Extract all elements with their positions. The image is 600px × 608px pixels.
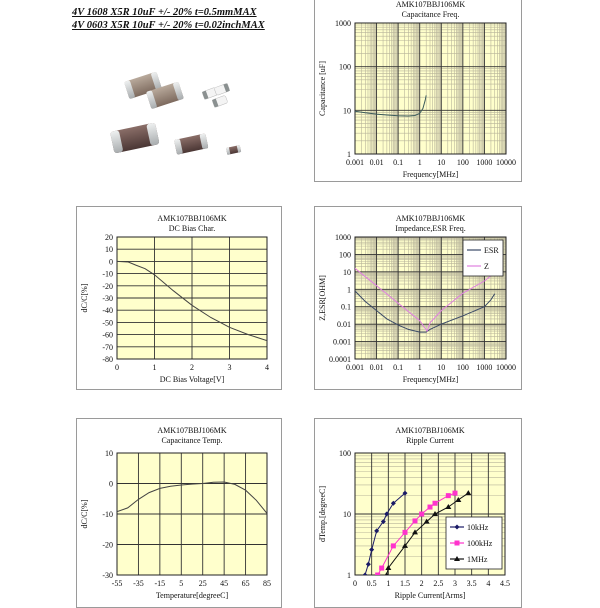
y-tick-label: -10 [102, 269, 113, 279]
spec-line-0603: 4V 0603 X5R 10uF +/- 20% t=0.02inchMAX [72, 20, 265, 31]
y-tick-label: -60 [102, 330, 113, 340]
legend-entry: 10kHz [467, 523, 489, 532]
y-axis-label: dC/C[%] [80, 283, 89, 313]
x-tick-label: 3 [453, 579, 457, 588]
x-tick-label: 10 [437, 363, 446, 372]
product-header [72, 6, 265, 32]
x-tick-label: 2 [419, 579, 424, 588]
y-tick-label: 1000 [335, 19, 351, 28]
y-axis-label: Capacitance [uF] [318, 61, 327, 116]
x-tick-label: 0.01 [369, 158, 384, 167]
x-tick-label: 1000 [476, 363, 493, 372]
y-tick-label: -30 [102, 294, 113, 303]
x-axis-label: DC Bias Voltage[V] [159, 375, 225, 384]
x-tick-label: 3.5 [466, 579, 477, 588]
y-tick-label: 1 [347, 150, 351, 159]
y-tick-label: 10 [343, 106, 351, 116]
y-axis-label: dC/C[%] [80, 499, 89, 529]
y-tick-label: -50 [102, 318, 113, 328]
x-tick-label: 0 [115, 363, 119, 372]
y-tick-label: 1 [347, 571, 351, 580]
x-tick-label: 1.5 [400, 579, 410, 588]
y-tick-label: 10 [105, 449, 113, 458]
x-tick-label: 1 [386, 579, 391, 588]
y-tick-label: -10 [102, 510, 113, 519]
x-axis-label: Frequency[MHz] [402, 170, 459, 179]
capacitor-product-image [100, 60, 260, 170]
chart-title: AMK107BBJ106MK [157, 214, 227, 223]
x-tick-label: 10000 [496, 363, 516, 372]
spec-line-1608: 4V 1608 X5R 10uF +/- 20% t=0.5mmMAX [72, 7, 257, 18]
x-tick-label: 0 [353, 579, 357, 588]
chart-title: AMK107BBJ106MK [395, 214, 466, 223]
x-tick-label: 0.001 [346, 158, 364, 167]
y-tick-label: 20 [105, 233, 113, 242]
x-tick-label: 1 [417, 363, 422, 372]
x-tick-label: 45 [220, 579, 229, 588]
x-tick-label: 3 [227, 363, 232, 372]
y-tick-label: 10 [343, 267, 351, 277]
y-tick-label: -80 [102, 355, 113, 364]
x-tick-label: -15 [154, 579, 166, 588]
chart-subtitle: DC Bias Char. [168, 224, 216, 233]
y-tick-label: 100 [339, 449, 351, 458]
y-tick-label: -20 [102, 281, 113, 291]
chart-title: AMK107BBJ106MK [157, 426, 227, 435]
y-tick-label: 0.01 [337, 320, 351, 330]
x-tick-label: 1 [152, 363, 157, 372]
y-axis-label: dTemp.[degreeC] [318, 485, 327, 543]
x-axis-label: Ripple Current[Arms] [394, 591, 466, 600]
x-tick-label: 0.5 [366, 579, 377, 588]
x-tick-label: 1000 [476, 158, 493, 167]
x-tick-label: 0.01 [369, 363, 384, 372]
y-tick-label: -40 [102, 306, 113, 316]
chart-subtitle: Capacitance Freq. [401, 10, 460, 19]
legend-entry: 1MHz [467, 555, 488, 564]
x-axis-label: Temperature[degreeC] [155, 591, 229, 600]
y-tick-label: 0.1 [341, 302, 351, 312]
y-tick-label: 0 [109, 257, 113, 267]
y-tick-label: 10 [343, 510, 351, 519]
x-tick-label: 85 [263, 579, 271, 588]
chart-dc-bias [76, 206, 282, 390]
x-tick-label: 0.001 [346, 363, 364, 372]
x-tick-label: 0.1 [393, 158, 404, 167]
chart-legend [463, 240, 503, 276]
chart-subtitle: Impedance,ESR Freq. [395, 224, 466, 233]
x-tick-label: 2 [190, 363, 194, 372]
y-tick-label: -70 [102, 342, 113, 352]
chart-ripple-current [314, 418, 522, 608]
chart-capacitance-temp [76, 418, 282, 608]
y-tick-label: 1000 [335, 233, 351, 242]
x-tick-label: 100 [456, 158, 469, 167]
x-tick-label: 10000 [496, 158, 516, 167]
x-tick-label: -35 [133, 579, 144, 588]
y-tick-label: 1 [347, 285, 351, 295]
y-tick-label: 0 [109, 479, 113, 489]
x-tick-label: 5 [179, 579, 184, 588]
x-tick-label: 4.5 [500, 579, 510, 588]
y-tick-label: 10 [105, 245, 113, 255]
chart-impedance-esr [314, 206, 522, 390]
x-tick-label: 0.1 [393, 363, 404, 372]
x-tick-label: 1 [417, 158, 422, 167]
legend-entry: ESR [484, 246, 499, 255]
y-tick-label: -30 [102, 571, 113, 580]
x-tick-label: -55 [111, 579, 123, 588]
chart-subtitle: Capacitance Temp. [161, 436, 223, 445]
legend-entry: 100kHz [467, 539, 493, 548]
y-tick-label: 100 [339, 62, 351, 72]
x-tick-label: 25 [198, 579, 207, 588]
y-tick-label: -20 [102, 540, 113, 550]
chart-capacitance-freq [314, 0, 522, 182]
chart-subtitle: Ripple Current [406, 436, 454, 445]
y-tick-label: 100 [339, 250, 351, 260]
y-axis-label: Z,ESR[OHM] [318, 275, 327, 321]
x-tick-label: 100 [456, 363, 469, 372]
y-tick-label: 0.0001 [329, 355, 351, 364]
x-axis-label: Frequency[MHz] [402, 375, 459, 384]
x-tick-label: 4 [265, 363, 269, 372]
x-tick-label: 4 [486, 579, 491, 588]
chart-legend [446, 517, 502, 569]
x-tick-label: 10 [437, 158, 446, 167]
x-tick-label: 65 [241, 579, 250, 588]
y-tick-label: 0.001 [333, 337, 351, 347]
legend-entry: Z [484, 262, 489, 271]
chart-title: AMK107BBJ106MK [395, 0, 466, 9]
chart-title: AMK107BBJ106MK [395, 426, 465, 435]
x-tick-label: 2.5 [433, 579, 444, 588]
